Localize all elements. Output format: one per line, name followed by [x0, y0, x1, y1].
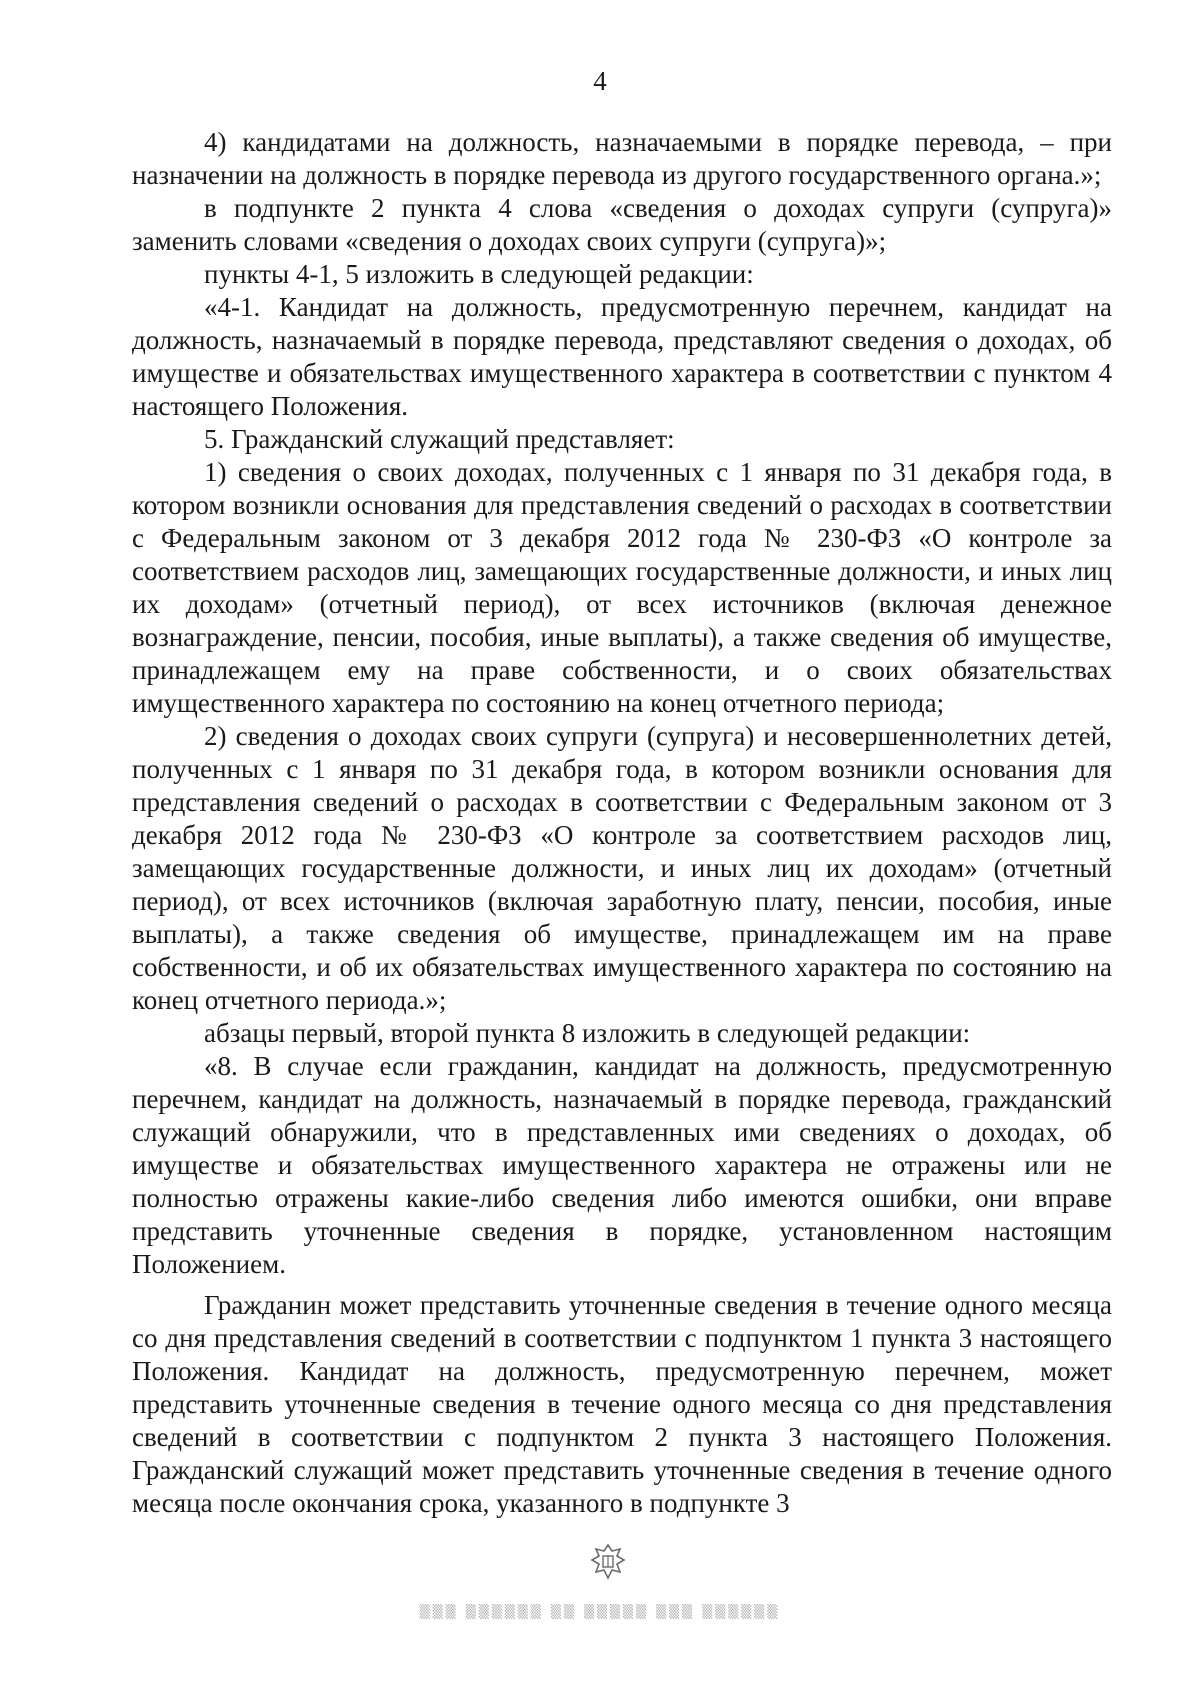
- paragraph-points-4-1-5-intro: пункты 4-1, 5 изложить в следующей редакции:: [204, 259, 754, 289]
- paragraph-point-5-sub-2: 2) сведения о доходах своих супруги (супруга) и несовершеннолетних детей, полученных с 1 января по 31 декабря года, в котором возникли основания для представления сведений о расходах в соответствии с Федеральным законом от 3 декабря 2012 года № 230-ФЗ «О контроле за соответствием расходов лиц, замещающих государственные должности, и иных лиц их доходам» (отчетный период), от всех источников (включая заработную плату, пенсии, пособия, иные выплаты), а также сведения об имуществе, принадлежащем им на праве собственности, и об их обязательствах имущественного характера по состоянию на конец отчетного периода.»;: [132, 721, 1112, 1015]
- paragraph-point-8: «8. В случае если гражданин, кандидат на должность, предусмотренную перечнем, кандидат на должность, назначаемый в порядке перевода, гражданский служащий обнаружили, что в представленных ими сведениях о доходах, об имуществе и обязательствах имущественного характера не отражены или не полностью отражены какие-либо сведения либо имеются ошибки, они вправе представить уточненные сведения в порядке, установленном настоящим Положением.: [132, 1051, 1112, 1279]
- document-body: [132, 126, 1112, 1520]
- paragraph-subpoint-2-amendment: в подпункте 2 пункта 4 слова «сведения о доходах супруги (супруга)» заменить словами «сведения о доходах своих супруги (супруга)»;: [132, 193, 1112, 256]
- paragraph-point-5-sub-1: 1) сведения о своих доходах, полученных с 1 января по 31 декабря года, в котором возникли основания для представления сведений о расходах в соответствии с Федеральным законом от 3 декабря 2012 года № 230-ФЗ «О контроле за соответствием расходов лиц, замещающих государственные должности, и иных лиц их доходам» (отчетный период), от всех источников (включая денежное вознаграждение, пенсии, пособия, иные выплаты), а также сведения об имуществе, принадлежащем ему на праве собственности, и о своих обязательствах имущественного характера по состоянию на конец отчетного периода;: [132, 457, 1112, 718]
- page-number: 4: [593, 66, 607, 96]
- footer-watermark: ▒▒▒ ▒▒▒▒▒▒ ▒▒ ▒▒▒▒▒ ▒▒▒ ▒▒▒▒▒▒: [419, 1605, 781, 1620]
- coat-of-arms-seal-icon: [586, 1542, 630, 1582]
- paragraph-item-4: 4) кандидатами на должность, назначаемыми в порядке перевода, – при назначении на должность в порядке перевода из другого государственного органа.»;: [132, 127, 1112, 190]
- paragraph-point-4-1: «4-1. Кандидат на должность, предусмотренную перечнем, кандидат на должность, назначаемый в порядке перевода, представляют сведения о доходах, об имуществе и обязательствах имущественного характера в соответствии с пунктом 4 настоящего Положения.: [132, 292, 1112, 421]
- paragraph-point-8-second: Гражданин может представить уточненные сведения в течение одного месяца со дня представления сведений в соответствии с подпунктом 1 пункта 3 настоящего Положения. Кандидат на должность, предусмотренную перечнем, может представить уточненные сведения в течение одного месяца со дня представления сведений в соответствии с подпунктом 2 пункта 3 настоящего Положения. Гражданский служащий может представить уточненные сведения в течение одного месяца после окончания срока, указанного в подпункте 3: [132, 1290, 1112, 1518]
- paragraph-point-8-intro: абзацы первый, второй пункта 8 изложить в следующей редакции:: [204, 1018, 971, 1048]
- paragraph-point-5: 5. Гражданский служащий представляет:: [204, 424, 675, 454]
